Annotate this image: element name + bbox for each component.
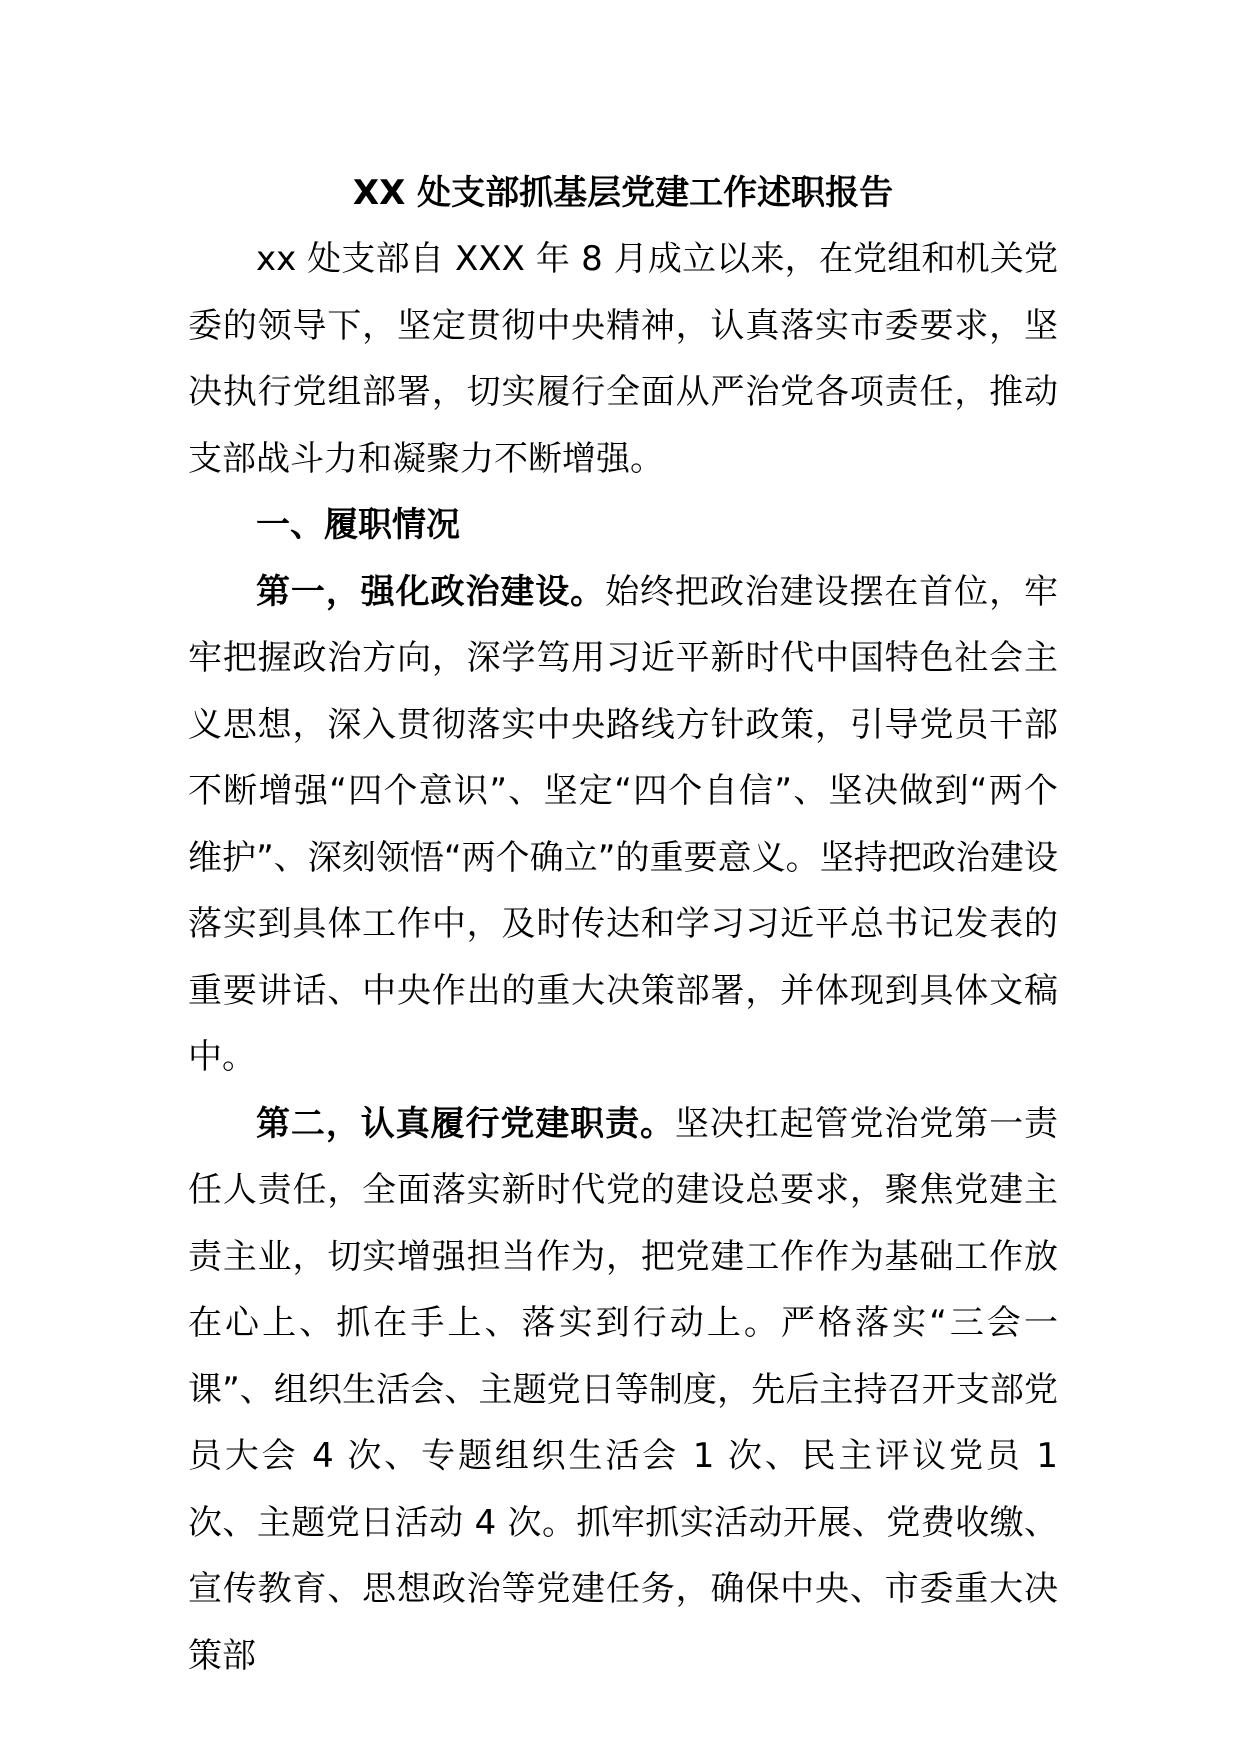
item-paragraph-political-building — [188, 559, 1058, 1091]
item-lead-political-building: 第一，强化政治建设。 — [256, 571, 606, 612]
item-body-party-duties: 坚决扛起管党治党第一责任人责任，全面落实新时代党的建设总要求，聚焦党建主责主业，切实增强担当作为，把党建工作作为基础工作放在心上、抓在手上、落实到行动上。严格落实“三会一课”、组织生活会、主题党日等制度，先后主持召开支部党员大会 4 次、专题组织生活会 1 次、民主评议党员 1 次、主题党日活动 4 次。抓牢抓实活动开展、党费收缴、宣传教育、思想政治等党建任务，确保中央、市委重大决策部 — [188, 1103, 1059, 1676]
item-body-political-building: 始终把政治建设摆在首位，牢牢把握政治方向，深学笃用习近平新时代中国特色社会主义思想，深入贯彻落实中央路线方针政策，引导党员干部不断增强“四个意识”、坚定“四个自信”、坚决做到“两个维护”、深刻领悟“两个确立”的重要意义。坚持把政治建设落实到具体工作中，及时传达和学习习近平总书记发表的重要讲话、中央作出的重大决策部署，并体现到具体文稿中。 — [188, 571, 1059, 1077]
document-page — [188, 168, 1058, 1689]
document-title: XX 处支部抓基层党建工作述职报告 — [352, 173, 894, 213]
item-paragraph-party-duties — [188, 1091, 1058, 1690]
intro-paragraph: xx 处支部自 XXX 年 8 月成立以来，在党组和机关党委的领导下，坚定贯彻中央精神，认真落实市委要求，坚决执行党组部署，切实履行全面从严治党各项责任，推动支部战斗力和凝聚力不断增强。 — [188, 239, 1058, 479]
item-lead-party-duties: 第二，认真履行党建职责。 — [256, 1103, 675, 1144]
section-heading-performance: 一、履职情况 — [256, 505, 460, 545]
